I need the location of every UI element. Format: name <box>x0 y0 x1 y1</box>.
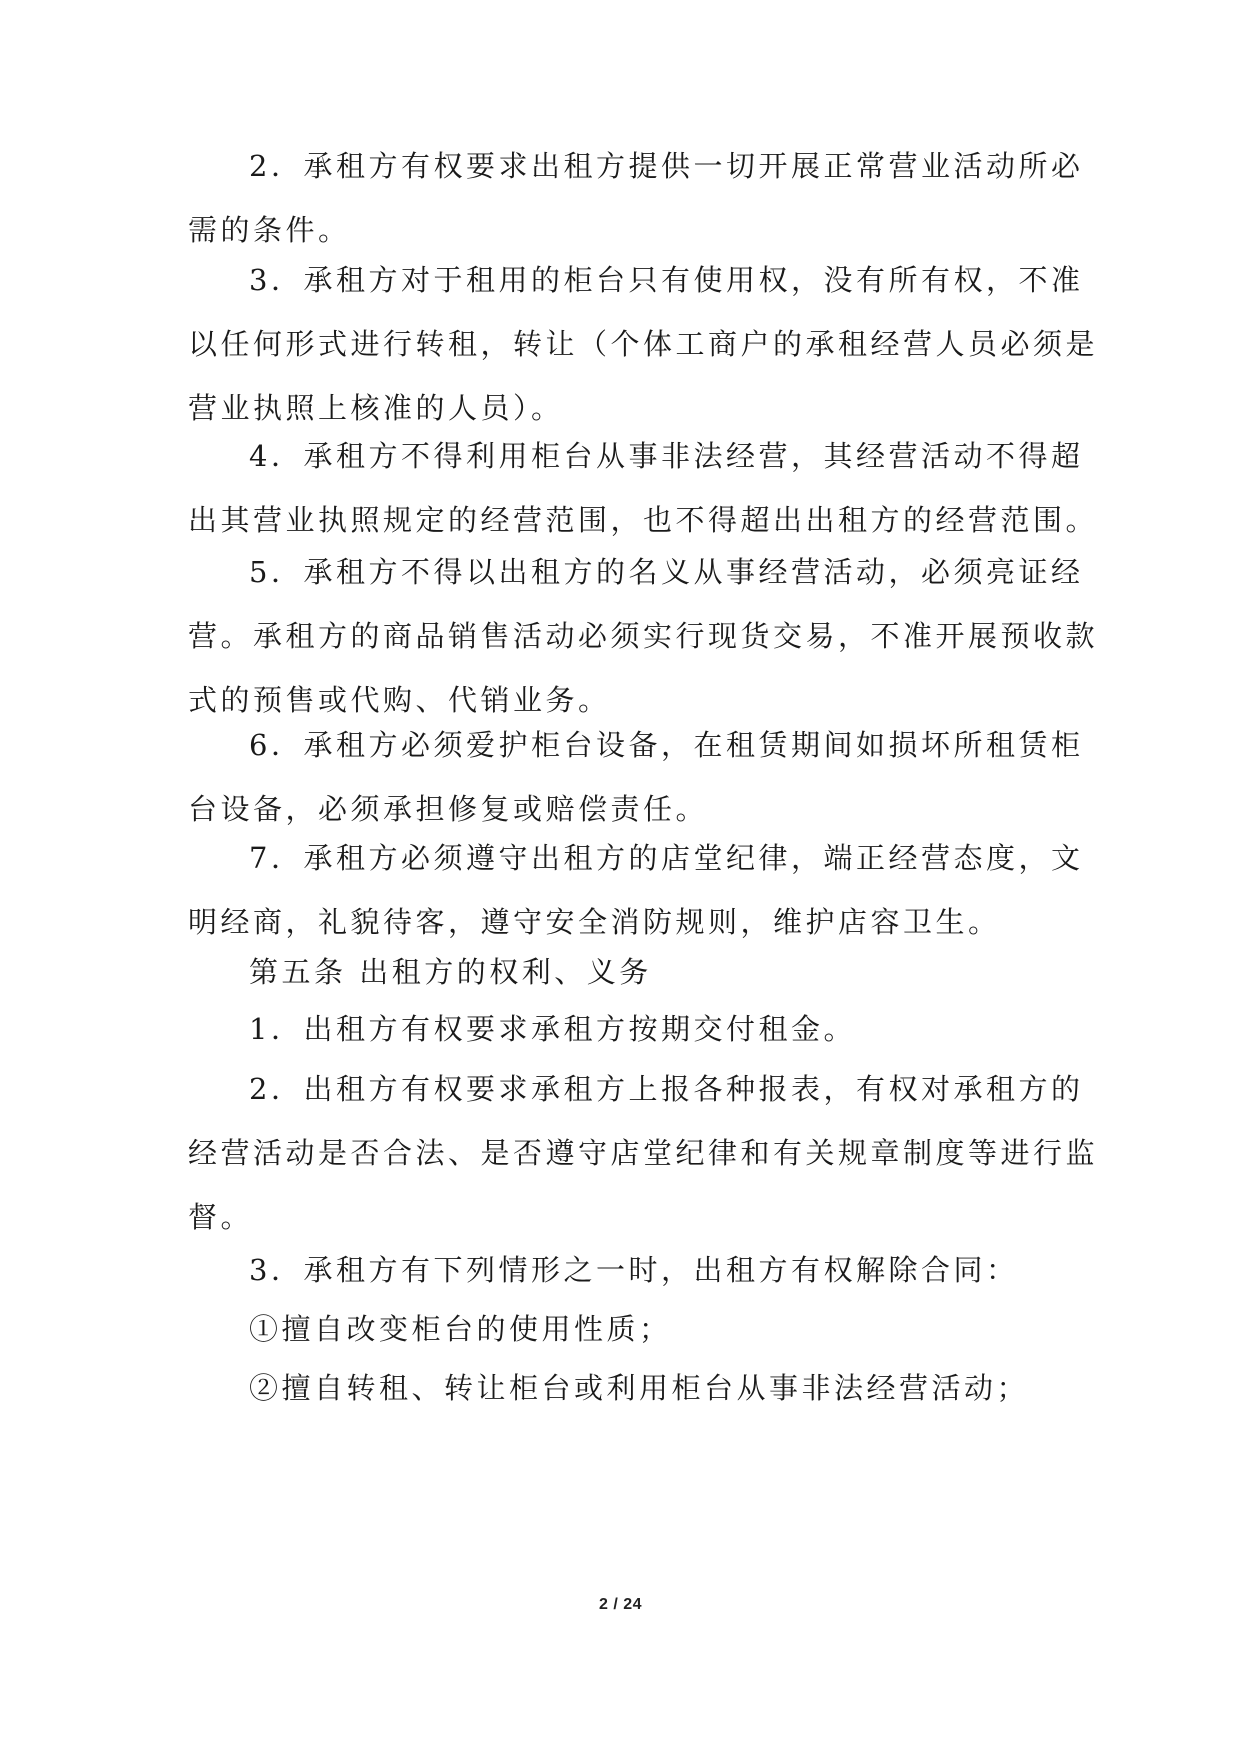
text-line: 4．承租方不得利用柜台从事非法经营，其经营活动不得超 <box>249 439 1084 473</box>
paragraph-lessee-right-5 <box>188 540 1099 732</box>
text-line: 2．承租方有权要求出租方提供一切开展正常营业活动所必 <box>249 149 1084 183</box>
text-line: 5．承租方不得以出租方的名义从事经营活动，必须亮证经 <box>249 555 1084 589</box>
paragraph-lessee-right-4 <box>188 424 1099 552</box>
text-line: ②擅自转租、转让柜台或利用柜台从事非法经营活动； <box>249 1371 1030 1405</box>
text-line: ①擅自改变柜台的使用性质； <box>249 1312 672 1346</box>
text-line: 以任何形式进行转租，转让（个体工商户的承租经营人员必须是 <box>188 327 1099 361</box>
text-line: 第五条 出租方的权利、义务 <box>249 955 652 989</box>
paragraph-lessor-right-2 <box>188 1057 1099 1249</box>
paragraph-lessor-right-3 <box>188 1238 1058 1302</box>
text-line: 督。 <box>188 1200 254 1234</box>
paragraph-lessee-right-2 <box>188 134 1084 262</box>
text-line: 明经商，礼貌待客，遵守安全消防规则，维护店容卫生。 <box>188 905 1001 939</box>
paragraph-lessor-right-1 <box>188 997 1058 1061</box>
paragraph-lessee-right-3 <box>188 248 1099 440</box>
text-line: 2．出租方有权要求承租方上报各种报表，有权对承租方的 <box>249 1072 1084 1106</box>
text-line: 经营活动是否合法、是否遵守店堂纪律和有关规章制度等进行监 <box>188 1136 1099 1170</box>
paragraph-lessee-right-7 <box>188 826 1084 954</box>
text-line: 营业执照上核准的人员）。 <box>188 391 564 425</box>
text-line: 1．出租方有权要求承租方按期交付租金。 <box>249 1012 856 1046</box>
text-line: 出其营业执照规定的经营范围，也不得超出出租方的经营范围。 <box>188 503 1099 537</box>
text-line: 3．承租方对于租用的柜台只有使用权，没有所有权，不准 <box>249 263 1084 297</box>
text-line: 6．承租方必须爱护柜台设备，在租赁期间如损坏所租赁柜 <box>249 728 1084 762</box>
text-line: 需的条件。 <box>188 213 351 247</box>
list-item-1 <box>188 1297 1058 1361</box>
text-line: 式的预售或代购、代销业务。 <box>188 683 611 717</box>
list-item-2 <box>188 1356 1058 1420</box>
text-line: 营。承租方的商品销售活动必须实行现货交易，不准开展预收款 <box>188 619 1099 653</box>
text-line: 7．承租方必须遵守出租方的店堂纪律，端正经营态度，文 <box>249 841 1084 875</box>
page-number: 2 / 24 <box>598 1596 643 1613</box>
paragraph-lessee-right-6 <box>188 713 1084 841</box>
text-line: 3．承租方有下列情形之一时，出租方有权解除合同： <box>249 1253 1019 1287</box>
text-line: 台设备，必须承担修复或赔偿责任。 <box>188 792 709 826</box>
section-heading-article-5 <box>188 940 1058 1004</box>
